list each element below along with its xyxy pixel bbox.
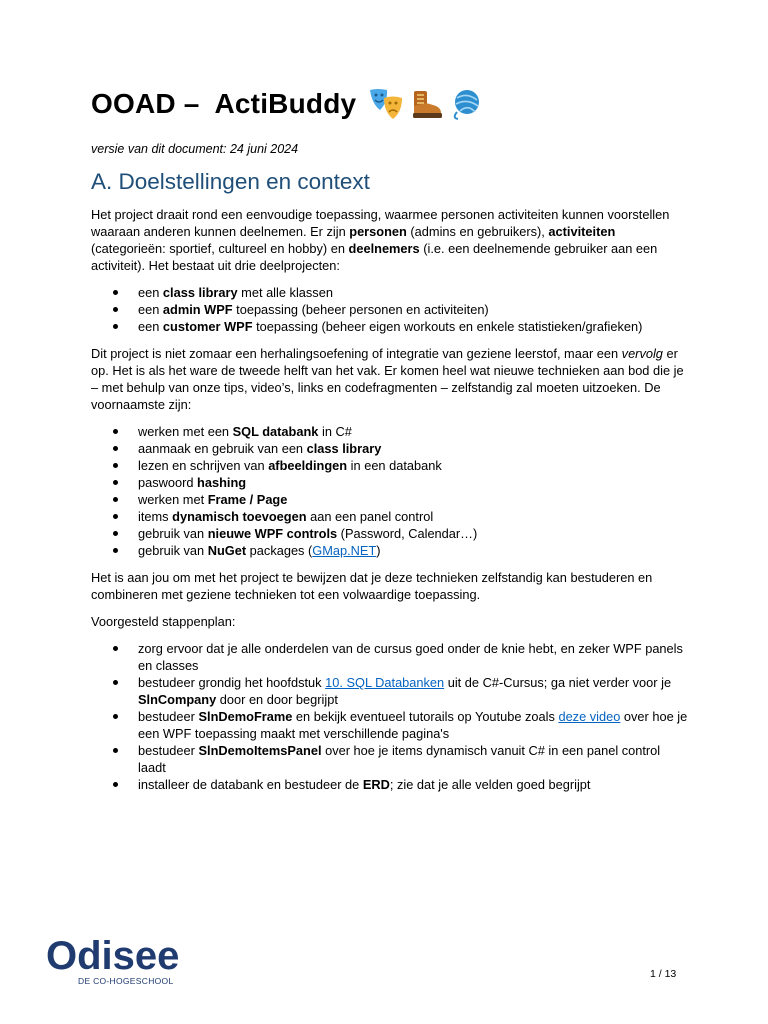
theater-masks-icon [368,86,404,122]
list-item: bestudeer grondig het hoofdstuk 10. SQL Databanken uit de C#-Cursus; ga niet verder voor je SlnCompany door en door begrijpt [138,674,691,708]
logo-tagline: DE CO-HOGESCHOOL [78,976,174,986]
subprojects-list [91,284,691,335]
bold-term: activiteiten [548,224,616,239]
deze-video-link[interactable]: deze video [558,709,621,724]
paragraph-challenge: Het is aan jou om met het project te bewijzen dat je deze technieken zelfstandig kan bestuderen en combineren met geziene technieken tot een volwaardige toepassing. [91,570,653,602]
bold-term: deelnemers [348,241,420,256]
list-item: bestudeer SlnDemoItemsPanel over hoe je items dynamisch vanuit C# in een panel control laadt [138,742,691,776]
text-run: Dit project is niet zomaar een herhalingsoefening of integratie van geziene leerstof, maar een [91,346,622,361]
list-item: gebruik van nieuwe WPF controls (Password, Calendar…) [138,525,691,542]
section-body [91,206,691,803]
document-title: OOAD – ActiBuddy [91,88,357,119]
bold-term: personen [349,224,407,239]
list-item: gebruik van NuGet packages (GMap.NET) [138,542,691,559]
text-run: Het project draait rond een eenvoudige toepassing, waarmee personen activiteiten kunnen voorstellen waaraan anderen kunnen deelnemen. Er zijn [91,207,670,239]
title-row [91,86,488,122]
list-item: paswoord hashing [138,474,691,491]
hiking-boot-icon [408,86,444,122]
techniques-list [91,423,691,559]
list-item: een class library met alle klassen [138,284,691,301]
list-item: lezen en schrijven van afbeeldingen in een databank [138,457,691,474]
emoji-group [368,86,488,122]
list-item: werken met een SQL databank in C# [138,423,691,440]
odisee-logo [46,936,179,986]
page-number: 1 / 13 [650,968,677,980]
section-heading: A. Doelstellingen en context [91,169,370,194]
text-run: (categorieën: sportief, cultureel en hobby) en [91,241,349,256]
list-item: werken met Frame / Page [138,491,691,508]
list-item: aanmaak en gebruik van een class library [138,440,691,457]
text-run: (i.e. een deelnemende gebruiker aan een activiteit). Het bestaat uit drie deelprojecten: [91,241,658,273]
list-item: installeer de databank en bestudeer de ERD; zie dat je alle velden goed begrijpt [138,776,691,793]
logo-wordmark: Odisee [46,934,180,978]
sql-databanken-link[interactable]: 10. SQL Databanken [325,675,445,690]
list-item: een admin WPF toepassing (beheer personen en activiteiten) [138,301,691,318]
paragraph-intro [91,206,691,274]
gmap-link[interactable]: GMap.NET [312,543,377,558]
italic-term: vervolg [621,346,663,361]
plan-list [91,640,691,793]
version-line: versie van dit document: 24 juni 2024 [91,142,299,156]
paragraph-context [91,345,691,413]
list-item: items dynamisch toevoegen aan een panel control [138,508,691,525]
list-item: een customer WPF toepassing (beheer eigen workouts en enkele statistieken/grafieken) [138,318,691,335]
text-run: (admins en gebruikers), [406,224,549,239]
list-item: bestudeer SlnDemoFrame en bekijk eventueel tutorails op Youtube zoals deze video over hoe je een WPF toepassing maakt met verschillende pagina's [138,708,691,742]
paragraph-plan-intro: Voorgesteld stappenplan: [91,614,236,629]
yarn-ball-icon [448,86,484,122]
list-item: zorg ervoor dat je alle onderdelen van de cursus goed onder de knie hebt, en zeker WPF panels en classes [138,640,691,674]
text-run: er op. Het is als het ware de tweede helft van het vak. Er komen heel wat nieuwe technieken aan bod die je – met behulp van onze tips, video’s, links en codefragmenten – zelfstandig zal moeten uitzoeken. De voornaamste zijn: [91,346,684,412]
